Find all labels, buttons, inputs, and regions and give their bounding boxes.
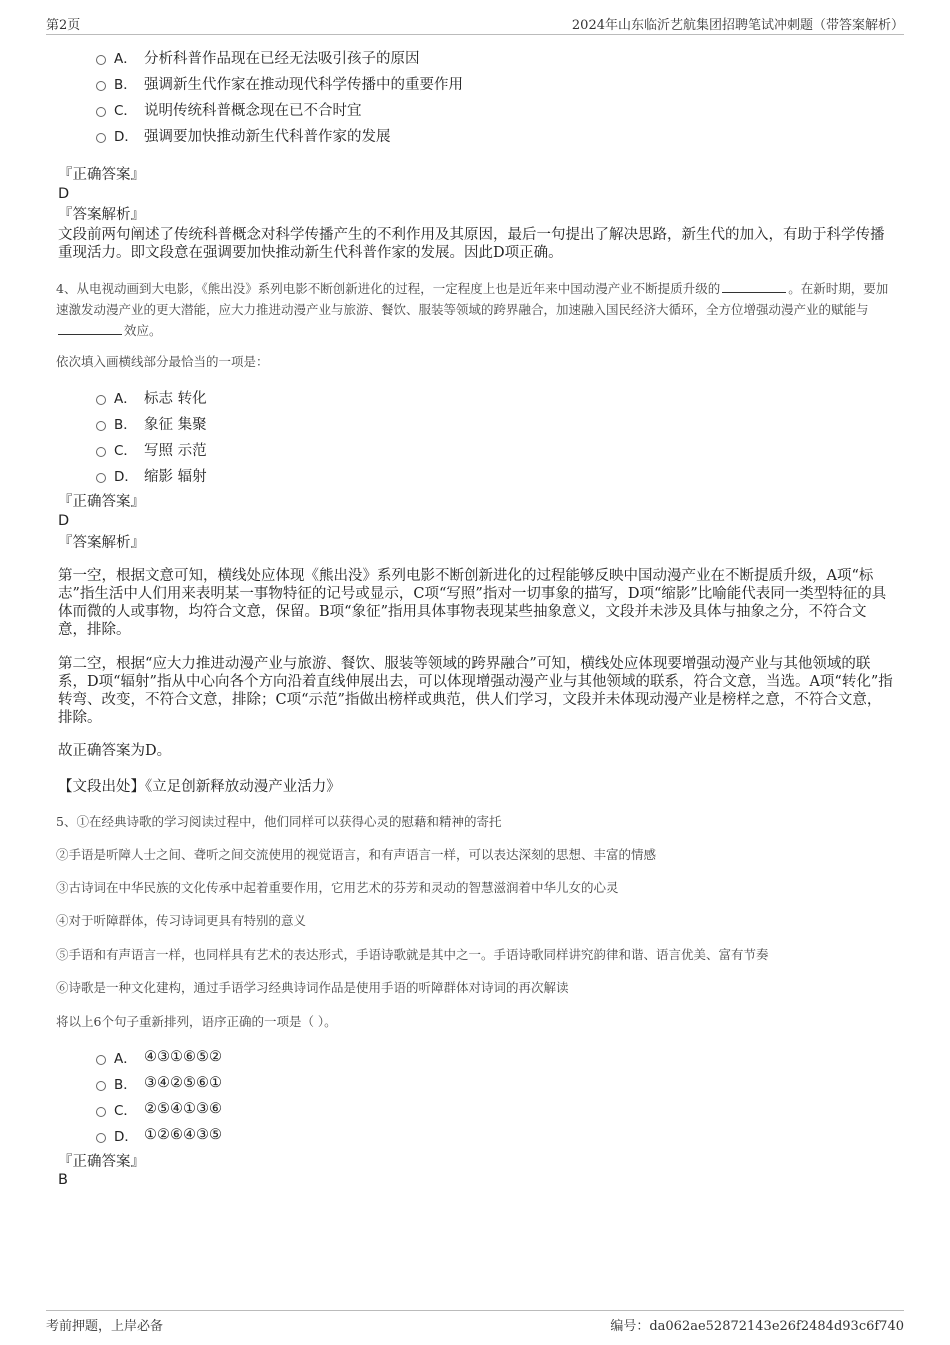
radio-icon[interactable] xyxy=(96,473,106,483)
q4-stem: 4、从电视动画到大电影，《熊出没》系列电影不断创新进化的过程，一定程度上也是近年来中国动漫产业不断提质升级的 。在新时期，要加速激发动漫产业的更大潜能，应大力推进动漫产业与旅游、餐饮、服装等领域的跨界融合，加速融入国民经济大循环，全方位增强动漫产业的赋能与效应。 xyxy=(56,281,889,338)
q5-option-a[interactable]: A． ④③①⑥⑤② xyxy=(96,1044,222,1070)
q4-option-c[interactable]: C． 写照 示范 xyxy=(96,436,207,462)
radio-icon[interactable] xyxy=(96,1055,106,1065)
q4-source: 【文段出处】《立足创新释放动漫产业活力》 xyxy=(58,779,341,795)
q3-options xyxy=(96,44,463,148)
q5-option-d[interactable]: D． ①②⑥④③⑤ xyxy=(96,1122,222,1148)
q5-sentence-1: 5、①在经典诗歌的学习阅读过程中，他们同样可以获得心灵的慰藉和精神的寄托 xyxy=(56,814,502,829)
page-header xyxy=(46,14,904,35)
radio-icon[interactable] xyxy=(96,1081,106,1091)
q3-answer-label: 『正确答案』 xyxy=(58,167,145,183)
radio-icon[interactable] xyxy=(96,81,106,91)
page-footer xyxy=(46,1310,904,1335)
q4-option-a[interactable]: A． 标志 转化 xyxy=(96,384,207,410)
radio-icon[interactable] xyxy=(96,1133,106,1143)
q4-analysis-para2: 第二空，根据“应大力推进动漫产业与旅游、餐饮、服装等领域的跨界融合”可知，横线处应体现要增强动漫产业与其他领域的联系，D项“辐射”指从中心向各个方向沿着直线伸展出去，可以体现增强动漫产业与其他领域的联系，符合文意，当选。A项“转化”指转弯、改变，不符合文意，排除；C项“示范”指做出榜样或典范，供人们学习，文段并未体现动漫产业是榜样之意，不符合文意，排除。 xyxy=(58,656,893,726)
q4-answer: D xyxy=(58,513,70,529)
q3-analysis-label: 『答案解析』 xyxy=(58,207,145,223)
q3-option-a[interactable]: A． 分析科普作品现在已经无法吸引孩子的原因 xyxy=(96,44,463,70)
q4-analysis-para1: 第一空，根据文意可知，横线处应体现《熊出没》系列电影不断创新进化的过程能够反映中国动漫产业在不断提质升级，A项“标志”指生活中人们用来表明某一事物特征的记号或显示，C项“写照”指对一切事象的描写，D项“缩影”比喻能代表同一类型特征的具体而微的人或事物，均符合文意，保留。B项“象征”指用具体事物表现某些抽象意义，文段并未涉及具体与抽象之分，不符合文意，排除。 xyxy=(58,568,887,638)
radio-icon[interactable] xyxy=(96,421,106,431)
q5-sentence-6: ⑥诗歌是一种文化建构，通过手语学习经典诗词作品是使用手语的听障群体对诗词的再次解读 xyxy=(56,980,569,995)
q5-option-b[interactable]: B． ③④②⑤⑥① xyxy=(96,1070,222,1096)
radio-icon[interactable] xyxy=(96,1107,106,1117)
q5-sentence-2: ②手语是听障人士之间、聋听之间交流使用的视觉语言，和有声语言一样，可以表达深刻的思想、丰富的情感 xyxy=(56,847,657,862)
document-code: 编号：da062ae52872143e26f2484d93c6f740 xyxy=(610,1319,904,1334)
radio-icon[interactable] xyxy=(96,447,106,457)
q4-answer-label: 『正确答案』 xyxy=(58,494,145,510)
q3-answer: D xyxy=(58,186,70,202)
radio-icon[interactable] xyxy=(96,55,106,65)
q5-sentence-5: ⑤手语和有声语言一样，也同样具有艺术的表达形式，手语诗歌就是其中之一。手语诗歌同样讲究韵律和谐、语言优美、富有节奏 xyxy=(56,947,769,962)
q5-sentence-3: ③古诗词在中华民族的文化传承中起着重要作用，它用艺术的芬芳和灵动的智慧滋润着中华儿女的心灵 xyxy=(56,880,619,895)
q4-option-d[interactable]: D． 缩影 辐射 xyxy=(96,462,207,488)
q5-sentence-4: ④对于听障群体，传习诗词更具有特别的意义 xyxy=(56,913,307,928)
q5-answer-label: 『正确答案』 xyxy=(58,1154,145,1170)
q4-analysis-label: 『答案解析』 xyxy=(58,535,145,551)
answer-blank xyxy=(722,280,786,293)
q3-option-b[interactable]: B． 强调新生代作家在推动现代科学传播中的重要作用 xyxy=(96,70,463,96)
q3-option-d[interactable]: D． 强调要加快推动新生代科普作家的发展 xyxy=(96,122,463,148)
q5-prompt: 将以上6个句子重新排列，语序正确的一项是（ ）。 xyxy=(56,1014,337,1029)
answer-blank xyxy=(58,322,122,335)
q3-analysis: 文段前两句阐述了传统科普概念对科学传播产生的不利作用及其原因，最后一句提出了解决思路，新生代的加入，有助于科学传播重现活力。即文段意在强调要加快推动新生代科普作家的发展。因此D项正确。 xyxy=(58,227,885,261)
q5-answer: B xyxy=(58,1172,68,1188)
q4-options xyxy=(96,384,207,488)
q4-prompt: 依次填入画横线部分最恰当的一项是： xyxy=(56,354,269,369)
q4-conclusion: 故正确答案为D。 xyxy=(58,743,172,759)
radio-icon[interactable] xyxy=(96,395,106,405)
radio-icon[interactable] xyxy=(96,107,106,117)
q5-option-c[interactable]: C． ②⑤④①③⑥ xyxy=(96,1096,222,1122)
footer-slogan: 考前押题，上岸必备 xyxy=(46,1319,164,1334)
q4-option-b[interactable]: B． 象征 集聚 xyxy=(96,410,207,436)
page-number: 第2页 xyxy=(46,18,81,33)
document-title: 2024年山东临沂艺航集团招聘笔试冲刺题（带答案解析） xyxy=(571,18,904,33)
q5-options xyxy=(96,1044,222,1148)
radio-icon[interactable] xyxy=(96,133,106,143)
q3-option-c[interactable]: C． 说明传统科普概念现在已不合时宜 xyxy=(96,96,463,122)
